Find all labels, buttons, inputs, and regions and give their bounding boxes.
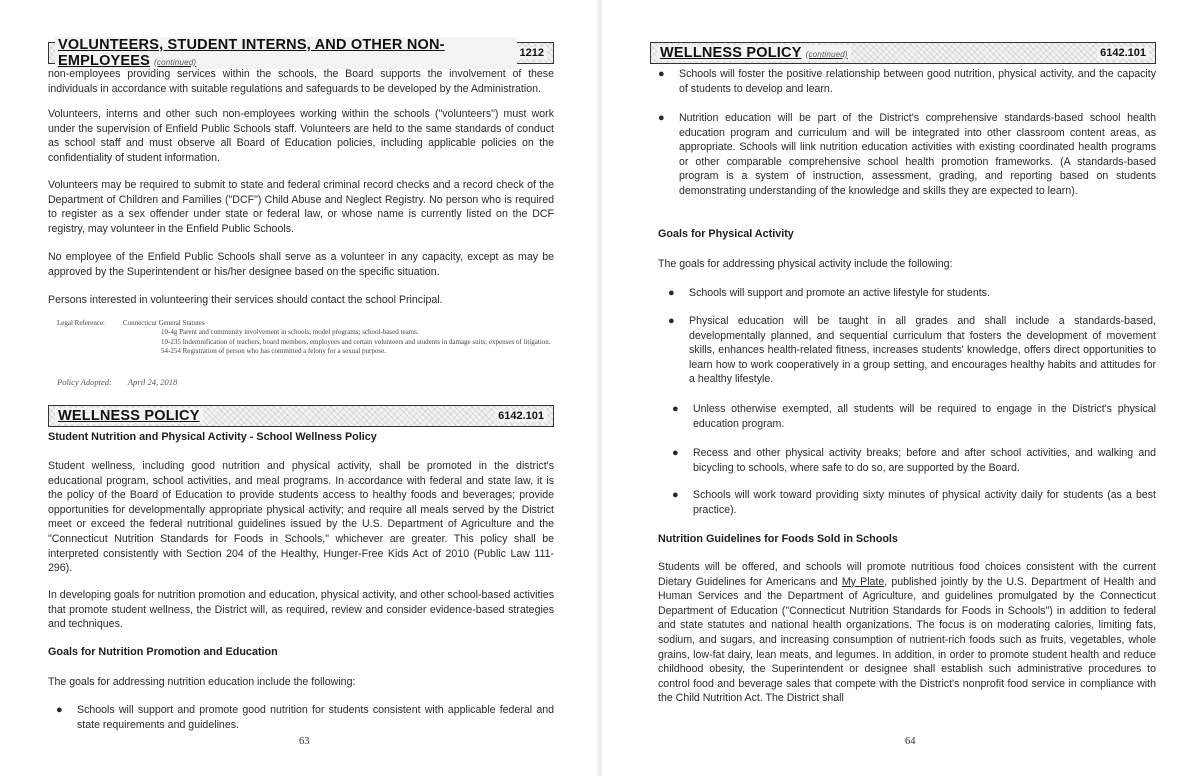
- section-heading: Goals for Physical Activity: [658, 228, 794, 240]
- section-title: WELLNESS POLICY (continued): [657, 45, 851, 61]
- paragraph: non-employees providing services within the schools, the Board supports the involvement of these individuals in accordance with suitable regulations and safeguards to be developed by the Administration.: [48, 68, 554, 95]
- paragraph: No employee of the Enfield Public Schools shall serve as a volunteer in any capacity, except as may be approved by the Superintendent or his/her designee based on the specific situation.: [48, 251, 554, 278]
- legal-line: 10-4g Parent and community involvement in schools; model programs; school-based teams.: [161, 328, 419, 337]
- section-heading: Nutrition Guidelines for Foods Sold in Schools: [658, 533, 898, 545]
- policy-code: 6142.101: [1097, 47, 1149, 59]
- list-item: [56, 703, 554, 732]
- policy-adopted: [57, 377, 177, 387]
- section-header-wellness: [48, 405, 554, 427]
- list-item-text: Schools will work toward providing sixty minutes of physical activity daily for students (as a best practice).: [693, 489, 1156, 516]
- list-item: [658, 67, 1156, 96]
- list-item-text: Schools will foster the positive relationship between good nutrition, physical activity, and the capacity of students to develop and learn.: [679, 68, 1156, 95]
- section-header-wellness-continued: [650, 42, 1156, 64]
- policy-adopted-date: April 24, 2018: [127, 377, 178, 387]
- list-item-text: Physical education will be taught in all grades and shall include a standards-based, developmentally planned, and sequential curriculum that fosters the development of movement skills, enhances health-related fitness, increases students' knowledge, offers direct opportunities to learn how to work cooperatively in a group setting, and encourages healthy habits and attitudes for a healthy lifestyle.: [689, 315, 1156, 386]
- bullet-icon: ●: [672, 403, 679, 415]
- legal-reference: [57, 319, 557, 367]
- list-item: [668, 314, 1156, 387]
- bullet-icon: ●: [658, 112, 665, 124]
- section-heading: Goals for Nutrition Promotion and Education: [48, 646, 278, 658]
- legal-line: Connecticut General Statutes: [123, 319, 205, 327]
- right-page: [602, 0, 1200, 776]
- list-item: [672, 488, 1156, 517]
- section-header-volunteers: [48, 37, 554, 69]
- paragraph: In developing goals for nutrition promotion and education, physical activity, and other school-based activities that promote student wellness, the District will, as required, review and consider evidence-based strategies and techniques.: [48, 589, 554, 631]
- policy-code: 6142.101: [495, 410, 547, 422]
- my-plate-link[interactable]: My Plate: [841, 575, 885, 588]
- section-title: WELLNESS POLICY: [55, 408, 203, 424]
- paragraph: The goals for addressing physical activity include the following:: [658, 258, 953, 270]
- policy-code: 1212: [517, 47, 547, 59]
- legal-reference-body: [123, 319, 553, 356]
- bullet-icon: ●: [56, 704, 63, 716]
- paragraph: The goals for addressing nutrition education include the following:: [48, 676, 356, 688]
- paragraph: Persons interested in volunteering their services should contact the school Principal.: [48, 294, 443, 306]
- list-item-text: Recess and other physical activity breaks; before and after school activities, and walking and bicycling to schools, where safe to do so, are supported by the Board.: [693, 447, 1156, 474]
- legal-line: 54-254 Registration of person who has committed a felony for a sexual purpose.: [161, 346, 386, 355]
- list-item: [668, 286, 1156, 301]
- continued-label: (continued): [154, 58, 197, 67]
- bullet-icon: ●: [668, 315, 675, 327]
- continued-label: (continued): [805, 50, 848, 59]
- list-item-text: Unless otherwise exempted, all students will be required to engage in the District's physical education program.: [693, 403, 1156, 430]
- paragraph: Volunteers may be required to submit to state and federal criminal record checks and a record check of the Department of Children and Families ("DCF") Child Abuse and Neglect Registry. No person who is required to register as a sex offender under state or federal law, or whose name is currently listed on the DCF registry, may volunteer in the Enfield Public Schools.: [48, 179, 554, 235]
- list-item: [672, 402, 1156, 431]
- list-item-text: Schools will support and promote good nutrition for students consistent with applicable federal and state requirements and guidelines.: [77, 704, 554, 731]
- paragraph: Student wellness, including good nutrition and physical activity, shall be promoted in the district's educational program, school activities, and meal programs. In accordance with federal and state law, it is the policy of the Board of Education to provide students access to healthy foods and beverages; provide opportunities for developmentally appropriate physical activity; and require all meals served by the District meet or exceed the federal nutritional guidelines issued by the U.S. Department of Agriculture and the "Connecticut Nutrition Standards for Foods in Schools," whichever are greater. This policy shall be interpreted consistently with Section 204 of the Healthy, Hunger-Free Kids Act of 2010 (Public Law 111-296).: [48, 460, 554, 575]
- bullet-icon: ●: [658, 68, 665, 80]
- bullet-icon: ●: [668, 287, 675, 299]
- section-title: VOLUNTEERS, STUDENT INTERNS, AND OTHER NON-EMPLOYEES (continued): [55, 37, 517, 69]
- list-item-text: Nutrition education will be part of the District's comprehensive standards-based school health education program and curriculum and will be integrated into other classroom content areas, as appropriate. Schools will link nutrition education activities with existing coordinated health programs or other comparable comprehensive school health promotion frameworks. (A standards-based program is a system of instruction, assessment, grading, and reporting based on students demonstrating understanding of the knowledge and skills they are expected to learn).: [679, 112, 1156, 197]
- page-number: 63: [299, 736, 310, 747]
- policy-adopted-label: Policy Adopted:: [57, 377, 112, 387]
- list-item-text: Schools will support and promote an active lifestyle for students.: [689, 287, 990, 299]
- paragraph: Students will be offered, and schools will promote nutritious food choices consistent with the current Dietary Guidelines for Americans and My Plate, published jointly by the U.S. Department of Health and Human Services and the Department of Agriculture, and guidelines promulgated by the Connecticut Department of Education ("Connecticut Nutrition Standards for Foods in Schools") in addition to federal and state statutes and national health organizations. The focus is on moderating calories, limiting fats, sodium, and sugars, and increasing consumption of nutrient-rich foods such as fruits, vegetables, whole grains, low-fat dairy, lean meats, and legumes. In addition, in order to promote student health and reduce childhood obesity, the Superintendent or designee shall establish such administrative procedures to control food and beverage sales that compete with the District's nonprofit food service in compliance with the Child Nutrition Act. The District shall: [658, 561, 1156, 705]
- policy-subtitle: Student Nutrition and Physical Activity - School Wellness Policy: [48, 431, 377, 443]
- legal-line: 10-235 Indemnification of teachers, board members, employees and certain volunteers and students in damage suits; expenses of litigation.: [161, 337, 551, 346]
- paragraph: Volunteers, interns and other such non-employees working within the schools ("volunteers") must work under the supervision of Enfield Public Schools staff. Volunteers are held to the same standards of conduct as school staff and must observe all Board of Education policies, including applicable policies on the confidentiality of student information.: [48, 108, 554, 164]
- list-item: [672, 446, 1156, 475]
- bullet-icon: ●: [672, 489, 679, 501]
- left-page: [0, 0, 598, 776]
- list-item: [658, 111, 1156, 199]
- page-number: 64: [905, 736, 916, 747]
- bullet-icon: ●: [672, 447, 679, 459]
- legal-reference-label: Legal Reference:: [57, 319, 105, 327]
